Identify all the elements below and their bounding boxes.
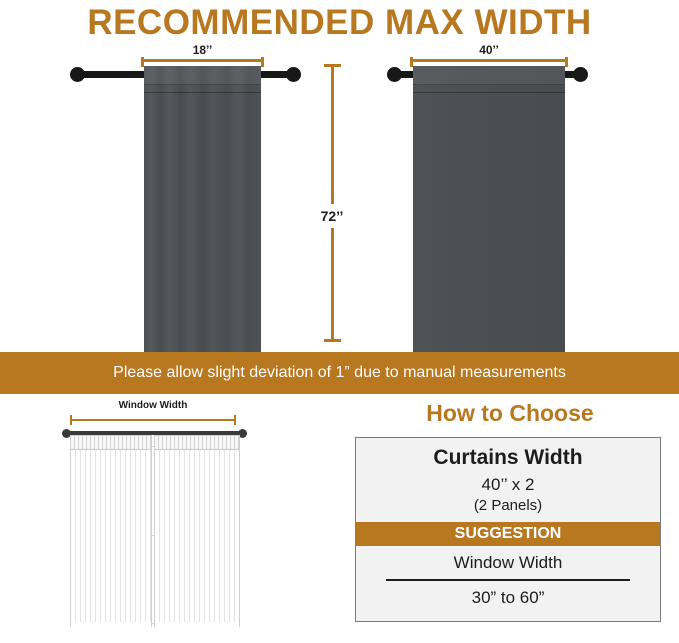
curtains-panels-count: (2 Panels) [473, 497, 543, 514]
divider [386, 579, 630, 581]
panel-folds [155, 436, 239, 626]
deviation-banner [0, 352, 679, 394]
rod-finial-right [286, 67, 301, 82]
rod-finial-left [70, 67, 85, 82]
measure-cap-left [70, 415, 72, 425]
measure-cap-bottom [324, 339, 341, 342]
window-width-title: Window Width [453, 553, 563, 572]
left-panel-width-label: 18’’ [141, 43, 264, 57]
panel-folds [71, 436, 151, 626]
panel-rod-pocket [155, 436, 239, 450]
panel-rod-pocket [71, 436, 151, 450]
window-width-range: 30” to 60” [471, 588, 545, 607]
curtains-width-size: 40’’ x 2 [481, 475, 535, 494]
sheer-panel-left [70, 435, 152, 627]
panel-hem [155, 622, 239, 630]
window-width-measure [70, 415, 236, 425]
panel-hem [71, 622, 151, 630]
curtain-panel-right [413, 66, 565, 352]
window-width-label: Window Width [118, 400, 188, 411]
measure-bar [410, 59, 568, 62]
sheer-panel-right [154, 435, 240, 627]
measure-cap-right [234, 415, 236, 425]
right-panel-width-label: 40’’ [410, 43, 568, 57]
rod-finial-right [573, 67, 588, 82]
rod-pocket-band [144, 66, 261, 85]
how-to-choose-box [355, 437, 661, 622]
top-diagram [0, 42, 679, 352]
right-panel-width-measure [410, 43, 568, 62]
suggestion-badge: SUGGESTION [356, 522, 660, 546]
measure-bar [141, 59, 264, 62]
rod-finial-left [387, 67, 402, 82]
rod-pocket-band [413, 66, 565, 85]
curtain-panel-left [144, 66, 261, 352]
how-to-choose-heading: How to Choose [426, 400, 594, 426]
deviation-banner-text: Please allow slight deviation of 1” due to manual measurements [113, 364, 566, 381]
measure-bar [70, 419, 236, 421]
panel-height-measure [320, 64, 344, 342]
curtains-width-title: Curtains Width [433, 446, 583, 469]
pocket-line [413, 92, 565, 93]
pocket-line [144, 92, 261, 93]
measure-bar [331, 64, 334, 342]
page-title: RECOMMENDED MAX WIDTH [87, 3, 592, 42]
window-illustration [0, 394, 340, 643]
left-panel-width-measure [141, 43, 264, 62]
measure-cap-top [324, 64, 341, 67]
panel-height-label: 72’’ [312, 204, 352, 228]
